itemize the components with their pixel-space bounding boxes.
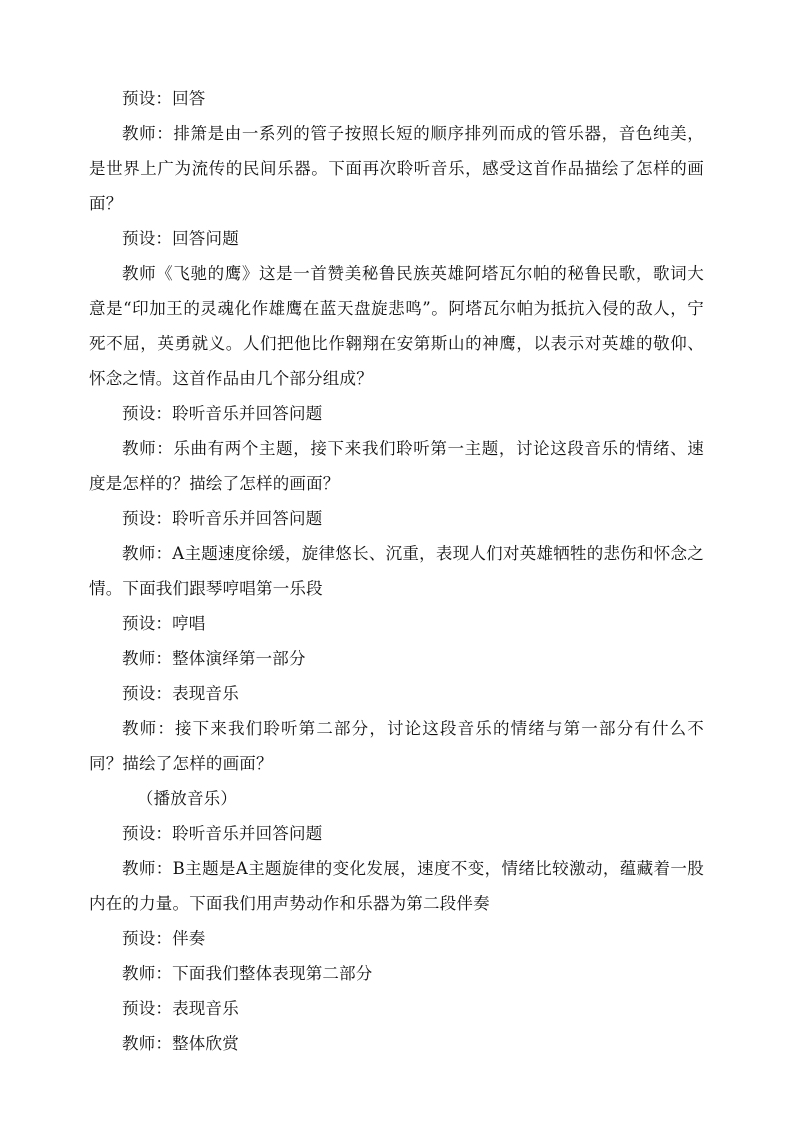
paragraph-preset-listen-answer: 预设：聆听音乐并回答问题	[122, 824, 323, 843]
paragraph-teacher-overall-appreciation: 教师：整体欣赏	[122, 1034, 239, 1053]
paragraph-teacher-theme-b: 教师：B主题是A主题旋律的变化发展，速度不变，情绪比较激动，蕴藏着一股内在的力量。下面我们用声势动作和乐器为第二段伴奏	[89, 859, 704, 913]
document-body	[89, 81, 704, 1061]
paragraph-preset-perform-music: 预设：表现音乐	[122, 999, 239, 1018]
paragraph-preset-listen-answer: 预设：聆听音乐并回答问题	[122, 509, 323, 528]
paragraph-teacher-part-two: 教师：接下来我们聆听第二部分，讨论这段音乐的情绪与第一部分有什么不同？描绘了怎样的画面？	[89, 719, 704, 773]
paragraph-preset-perform-music: 预设：表现音乐	[122, 684, 239, 703]
paragraph-preset-answer: 预设：回答	[122, 89, 206, 108]
paragraph-play-music-note: （播放音乐）	[136, 789, 238, 808]
paragraph-teacher-flying-eagle: 教师《飞驰的鹰》这是一首赞美秘鲁民族英雄阿塔瓦尔帕的秘鲁民歌，歌词大意是“印加王的灵魂化作雄鹰在蓝天盘旋悲鸣”。阿塔瓦尔帕为抵抗入侵的敌人，宁死不屈，英勇就义。人们把他比作翱翔在安第斯山的神鹰，以表示对英雄的敬仰、怀念之情。这首作品由几个部分组成？	[89, 264, 704, 388]
paragraph-preset-accompany: 预设：伴奏	[122, 929, 206, 948]
paragraph-teacher-two-themes: 教师：乐曲有两个主题，接下来我们聆听第一主题，讨论这段音乐的情绪、速度是怎样的？描绘了怎样的画面？	[89, 439, 704, 493]
paragraph-teacher-theme-a: 教师：A主题速度徐缓，旋律悠长、沉重，表现人们对英雄牺牲的悲伤和怀念之情。下面我们跟琴哼唱第一乐段	[89, 544, 704, 598]
paragraph-preset-listen-answer: 预设：聆听音乐并回答问题	[122, 404, 323, 423]
paragraph-teacher-perform-part-one: 教师：整体演绎第一部分	[122, 649, 306, 668]
paragraph-teacher-panpipe: 教师：排箫是由一系列的管子按照长短的顺序排列而成的管乐器，音色纯美，是世界上广为流传的民间乐器。下面再次聆听音乐，感受这首作品描绘了怎样的画面？	[89, 124, 704, 213]
paragraph-preset-answer-question: 预设：回答问题	[122, 229, 239, 248]
paragraph-teacher-perform-part-two: 教师：下面我们整体表现第二部分	[122, 964, 373, 983]
paragraph-preset-hum: 预设：哼唱	[122, 614, 206, 633]
